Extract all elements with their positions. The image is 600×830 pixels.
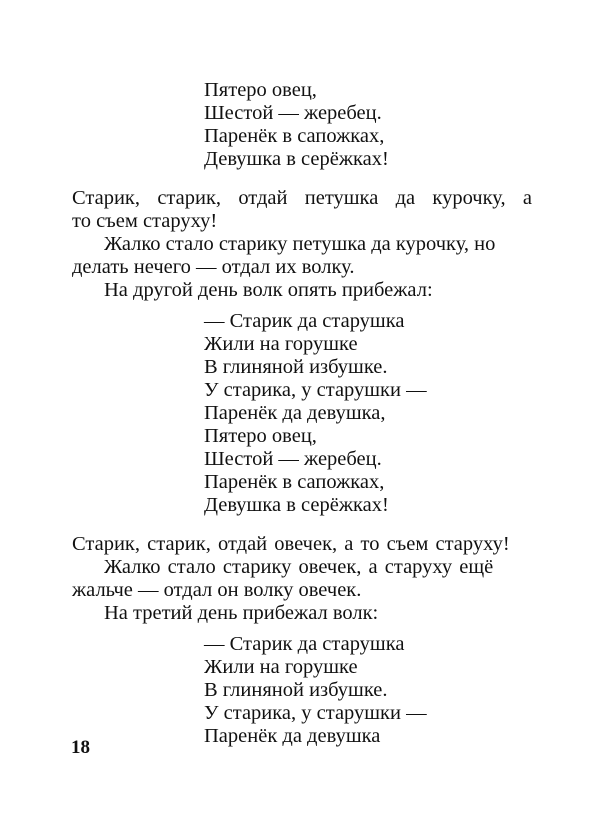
verse-line: У старика, у старушки —: [204, 702, 427, 724]
prose-line: то съем старуху!: [72, 210, 218, 232]
verse-line: Паренёк в сапожках,: [204, 125, 385, 147]
prose-line: Жалко стало старику овечек, а старуху ещё: [104, 556, 494, 578]
prose-line: Старик, старик, отдай овечек, а то съем старуху!: [72, 533, 510, 555]
prose-line-justified: [72, 187, 532, 209]
verse-line: В глиняной избушке.: [204, 356, 388, 378]
word: курочку,: [432, 187, 506, 209]
verse-line: Шестой — жеребец.: [204, 102, 382, 124]
word: старик,: [157, 187, 222, 209]
word: а: [522, 187, 532, 209]
verse-line: Девушка в серёжках!: [204, 494, 389, 516]
verse-line: Пятеро овец,: [204, 425, 317, 447]
word: да: [395, 187, 416, 209]
verse-line: Пятеро овец,: [204, 79, 317, 101]
prose-line: Жалко стало старику петушка да курочку, но: [104, 233, 496, 255]
verse-line: Жили на горушке: [204, 333, 358, 355]
verse-line: Паренёк да девушка: [204, 725, 381, 747]
prose-line: На третий день прибежал волк:: [104, 602, 379, 624]
page-number: 18: [71, 737, 90, 758]
word: Старик,: [72, 187, 141, 209]
verse-line: — Старик да старушка: [204, 633, 405, 655]
prose-line: На другой день волк опять прибежал:: [104, 279, 433, 301]
prose-line: делать нечего — отдал их волку.: [72, 256, 355, 278]
verse-line: В глиняной избушке.: [204, 679, 388, 701]
word: петушка: [304, 187, 379, 209]
verse-line: Паренёк да девушка,: [204, 402, 386, 424]
prose-line: жальче — отдал он волку овечек.: [72, 579, 362, 601]
verse-line: Жили на горушке: [204, 656, 358, 678]
verse-line: Девушка в серёжках!: [204, 148, 389, 170]
verse-line: У старика, у старушки —: [204, 379, 427, 401]
verse-line: Паренёк в сапожках,: [204, 471, 385, 493]
verse-line: Шестой — жеребец.: [204, 448, 382, 470]
verse-line: — Старик да старушка: [204, 310, 405, 332]
word: отдай: [238, 187, 288, 209]
